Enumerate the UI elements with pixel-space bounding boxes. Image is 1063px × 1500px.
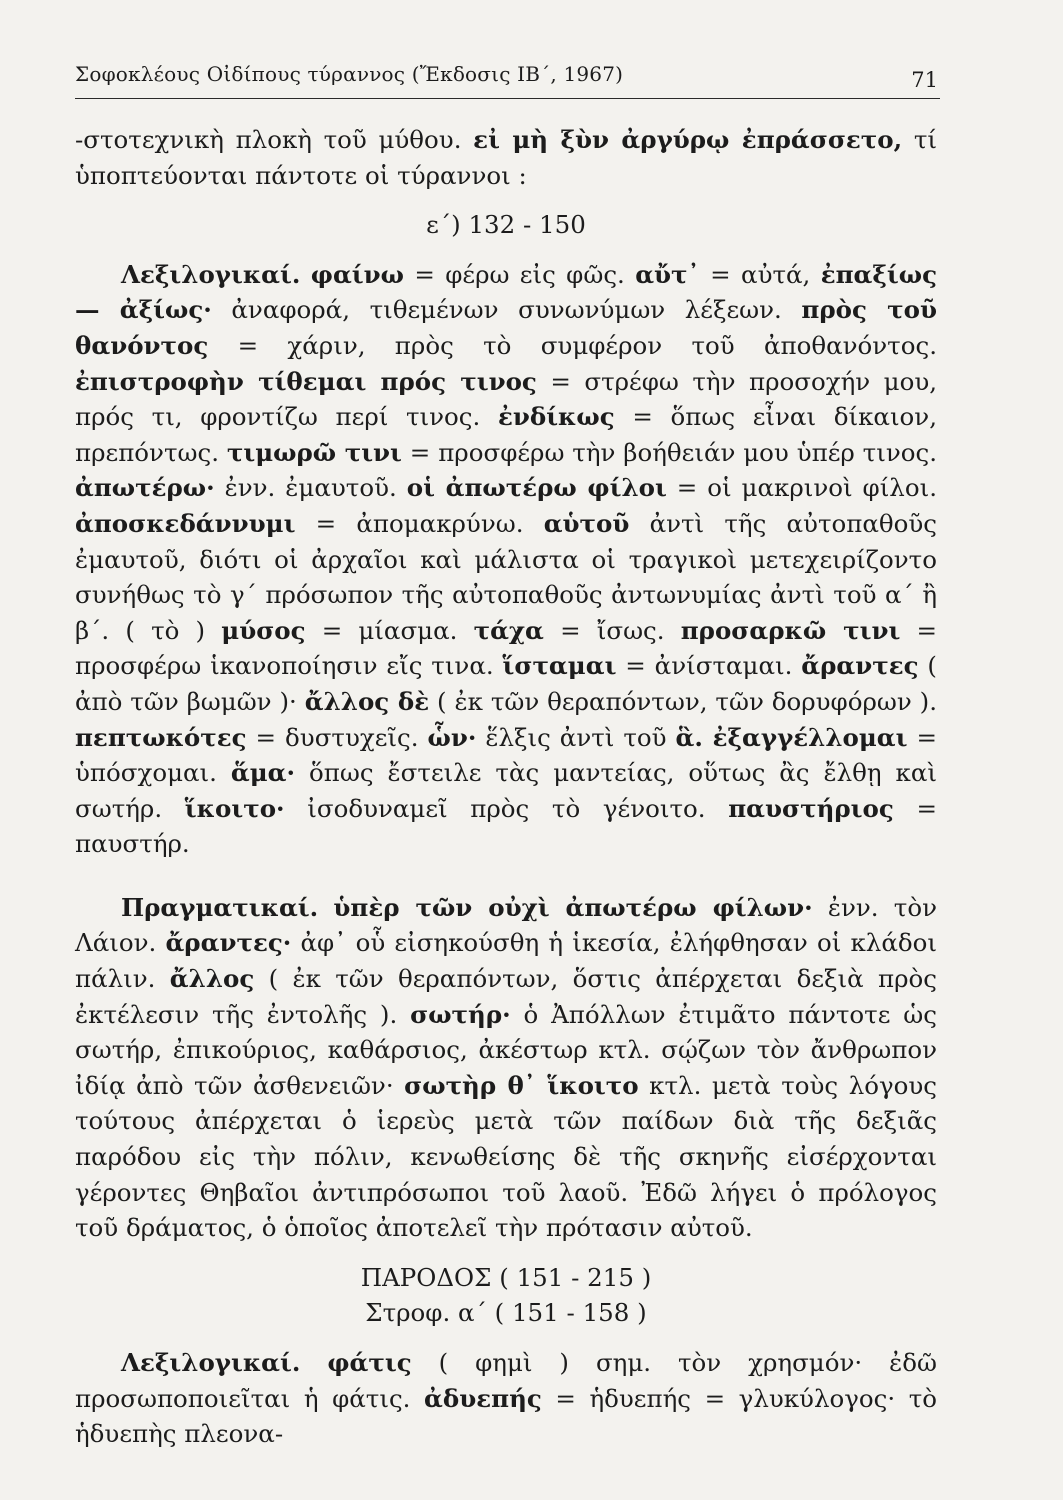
text-span: -στοτεχνικὴ πλοκὴ τοῦ μύθου. bbox=[75, 125, 474, 154]
lemma: ὑπὲρ τῶν οὐχὶ ἀπωτέρω φίλων· bbox=[333, 892, 813, 922]
lemma: σωτήρ· bbox=[410, 999, 511, 1029]
gloss: = στρέφω τὴν προσοχήν μου, πρός τι, φροντίζω περί τινος. bbox=[75, 366, 937, 432]
gloss: = οἱ μακρινοὶ φίλοι. bbox=[666, 473, 937, 503]
lemma: ἃ. ἐξαγγέλλομαι bbox=[675, 722, 908, 752]
section-label: Λεξιλογικαί. bbox=[121, 259, 301, 289]
spacer bbox=[75, 1246, 937, 1260]
gloss: ἀφ᾽ οὗ εἰσηκούσθη ἡ ἱκεσία, ἐλήφθησαν οἱ κλάδοι πάλιν. bbox=[75, 928, 937, 994]
running-title: Σοφοκλέους Οἰδίπους τύραννος (Ἔκδοσις ΙΒ΄, 1967) bbox=[75, 62, 624, 86]
gloss: = δυστυχεῖς. bbox=[246, 722, 428, 752]
lemma: ἵκοιτο· bbox=[184, 793, 285, 823]
gloss: ( φημὶ ) σημ. τὸν χρησμόν· ἐδῶ προσωποποιεῖται ἡ φάτις. bbox=[75, 1348, 937, 1413]
gloss: = ὑπόσχομαι. bbox=[75, 722, 937, 788]
section-heading: ε΄) 132 - 150 bbox=[426, 210, 586, 240]
gloss: = παυστήρ. bbox=[75, 793, 937, 859]
gloss: = μίασμα. bbox=[305, 615, 474, 645]
lemma: ἐπιστροφὴν τίθεμαι πρός τινος bbox=[75, 366, 537, 396]
lemma: ἵσταμαι bbox=[502, 651, 617, 681]
lemma: φαίνω bbox=[310, 259, 404, 289]
lemma: ἄραντες bbox=[801, 651, 919, 681]
paragraph-continuation bbox=[75, 122, 937, 193]
gloss: ( ἀπὸ τῶν βωμῶν )· bbox=[75, 651, 937, 716]
bold-phrase: εἰ μὴ ξὺν ἀργύρῳ ἐπράσσετο, bbox=[473, 125, 903, 154]
lemma: ἄλλος bbox=[169, 964, 255, 994]
lemma: ἐνδίκως bbox=[497, 402, 615, 432]
factual-notes-paragraph bbox=[75, 890, 937, 1246]
gloss: = ἴσως. bbox=[543, 615, 681, 645]
strophe-heading: Στροφ. α΄ ( 151 - 158 ) bbox=[365, 1298, 647, 1328]
gloss: ἕλξις ἀντὶ τοῦ bbox=[476, 722, 676, 752]
page-body bbox=[75, 122, 937, 1452]
lemma: ἄλλος δὲ bbox=[304, 686, 430, 716]
lemma: ἅμα· bbox=[230, 758, 296, 788]
gloss: ( ἐκ τῶν θεραπόντων, ὅστις ἀπέρχεται δεξιὰ πρὸς ἐκτέλεσιν τῆς ἐντολῆς ). bbox=[75, 964, 937, 1029]
text-span bbox=[300, 1348, 327, 1377]
text-span bbox=[318, 893, 333, 922]
lemma: τάχα bbox=[473, 615, 544, 645]
lemma: ἀδυεπής bbox=[424, 1383, 542, 1413]
text-span: τί ὑποπτεύονται πάντοτε οἱ τύραννοι : bbox=[75, 125, 937, 190]
gloss: = ὅπως εἶναι δίκαιον, πρεπόντως. bbox=[75, 402, 937, 467]
lemma: πρὸς τοῦ θανόντος bbox=[75, 295, 938, 360]
lemma: προσαρκῶ τινι bbox=[680, 615, 901, 645]
parodos-heading: ΠΑΡΟΔΟΣ ( 151 - 215 ) bbox=[360, 1262, 652, 1292]
lemma: αὔτ᾽ bbox=[635, 259, 700, 289]
gloss: = ἀπομακρύνω. bbox=[295, 508, 544, 538]
gloss: = ἀνίσταμαι. bbox=[616, 651, 802, 681]
lemma: αὑτοῦ bbox=[543, 508, 630, 538]
gloss: = αὐτά, bbox=[699, 259, 821, 289]
gloss: ὁ Ἀπόλλων ἐτιμᾶτο πάντοτε ὡς σωτήρ, ἐπικούριος, καθάρσιος, ἀκέστωρ κτλ. σῴζων τὸν ἄνθρωπον ἰδίᾳ ἀπὸ τῶν ἀσθενειῶν· bbox=[75, 999, 937, 1100]
spacer bbox=[75, 243, 937, 257]
lemma: τιμωρῶ τινι bbox=[226, 437, 402, 467]
lemma: ἀπωτέρω· bbox=[75, 473, 215, 503]
lemma: ὧν· bbox=[427, 722, 477, 752]
page-number: 71 bbox=[911, 68, 938, 92]
gloss: ἰσοδυναμεῖ πρὸς τὸ γένοιτο. bbox=[284, 793, 729, 823]
gloss: ἀναφορά, τιθεμένων συνωνύμων λέξεων. bbox=[211, 295, 802, 325]
lemma: ἐπαξίως — ἀξίως· bbox=[75, 259, 937, 325]
spacer bbox=[75, 193, 937, 207]
lemma: πεπτωκότες bbox=[75, 722, 247, 752]
running-header bbox=[75, 58, 940, 99]
lexical-notes-paragraph bbox=[75, 257, 937, 862]
spacer bbox=[75, 1331, 937, 1345]
gloss: = χάριν, πρὸς τὸ συμφέρον τοῦ ἀποθανόντος. bbox=[208, 330, 937, 360]
text-span bbox=[300, 260, 310, 289]
section-label: Πραγματικαί. bbox=[121, 892, 319, 922]
gloss: = φέρω εἰς φῶς. bbox=[403, 259, 636, 289]
lemma: σωτὴρ θ᾽ ἵκοιτο bbox=[404, 1070, 639, 1100]
lemma: ἄραντες· bbox=[165, 928, 292, 958]
lemma: παυστήριος bbox=[728, 793, 894, 823]
lexical-notes-paragraph-2 bbox=[75, 1345, 937, 1452]
gloss: ἀντὶ τῆς αὐτοπαθοῦς ἐμαυτοῦ, διότι οἱ ἀρχαῖοι καὶ μάλιστα οἱ τραγικοὶ μετεχειρίζοντο συνήθως τὸ γ΄ πρόσωπον τῆς αὐτοπαθοῦς ἀντωνυμίας ἀντὶ τοῦ α΄ ἢ β΄. ( τὸ ) bbox=[75, 508, 938, 645]
gloss: ( ἐκ τῶν θεραπόντων, τῶν δορυφόρων ). bbox=[429, 686, 937, 716]
gloss: ὅπως ἔστειλε τὰς μαντείας, οὕτως ἂς ἔλθῃ καὶ σωτήρ. bbox=[75, 758, 937, 823]
gloss: = προσφέρω τὴν βοήθειάν μου ὑπέρ τινος. bbox=[401, 437, 937, 467]
section-label: Λεξιλογικαί. bbox=[121, 1348, 301, 1377]
lemma: φάτις bbox=[327, 1348, 412, 1377]
lemma: οἱ ἀπωτέρω φίλοι bbox=[406, 473, 667, 503]
lemma: ἀποσκεδάννυμι bbox=[75, 508, 296, 538]
gloss: ἐνν. τὸν Λάιον. bbox=[75, 892, 938, 958]
spacer bbox=[75, 862, 937, 890]
gloss: = προσφέρω ἱκανοποίησιν εἴς τινα. bbox=[75, 615, 937, 681]
gloss: κτλ. μετὰ τοὺς λόγους τούτους ἀπέρχεται ὁ ἱερεὺς μετὰ τῶν παίδων διὰ τῆς δεξιᾶς παρόδου εἰς τὴν πόλιν, κενωθείσης δὲ τῆς σκηνῆς εἰσέρχονται γέροντες Θηβαῖοι ἀντιπρόσωποι τοῦ λαοῦ. Ἐδῶ λήγει ὁ πρόλογος τοῦ δράματος, ὁ ὁποῖος ἀποτελεῖ τὴν πρότασιν αὐτοῦ. bbox=[75, 1070, 937, 1243]
lemma: μύσος bbox=[221, 615, 306, 645]
gloss: ἐνν. ἐμαυτοῦ. bbox=[214, 473, 407, 503]
gloss: = ἡδυεπής = γλυκύλογος· τὸ ἡδυεπὴς πλεονα- bbox=[75, 1383, 937, 1449]
